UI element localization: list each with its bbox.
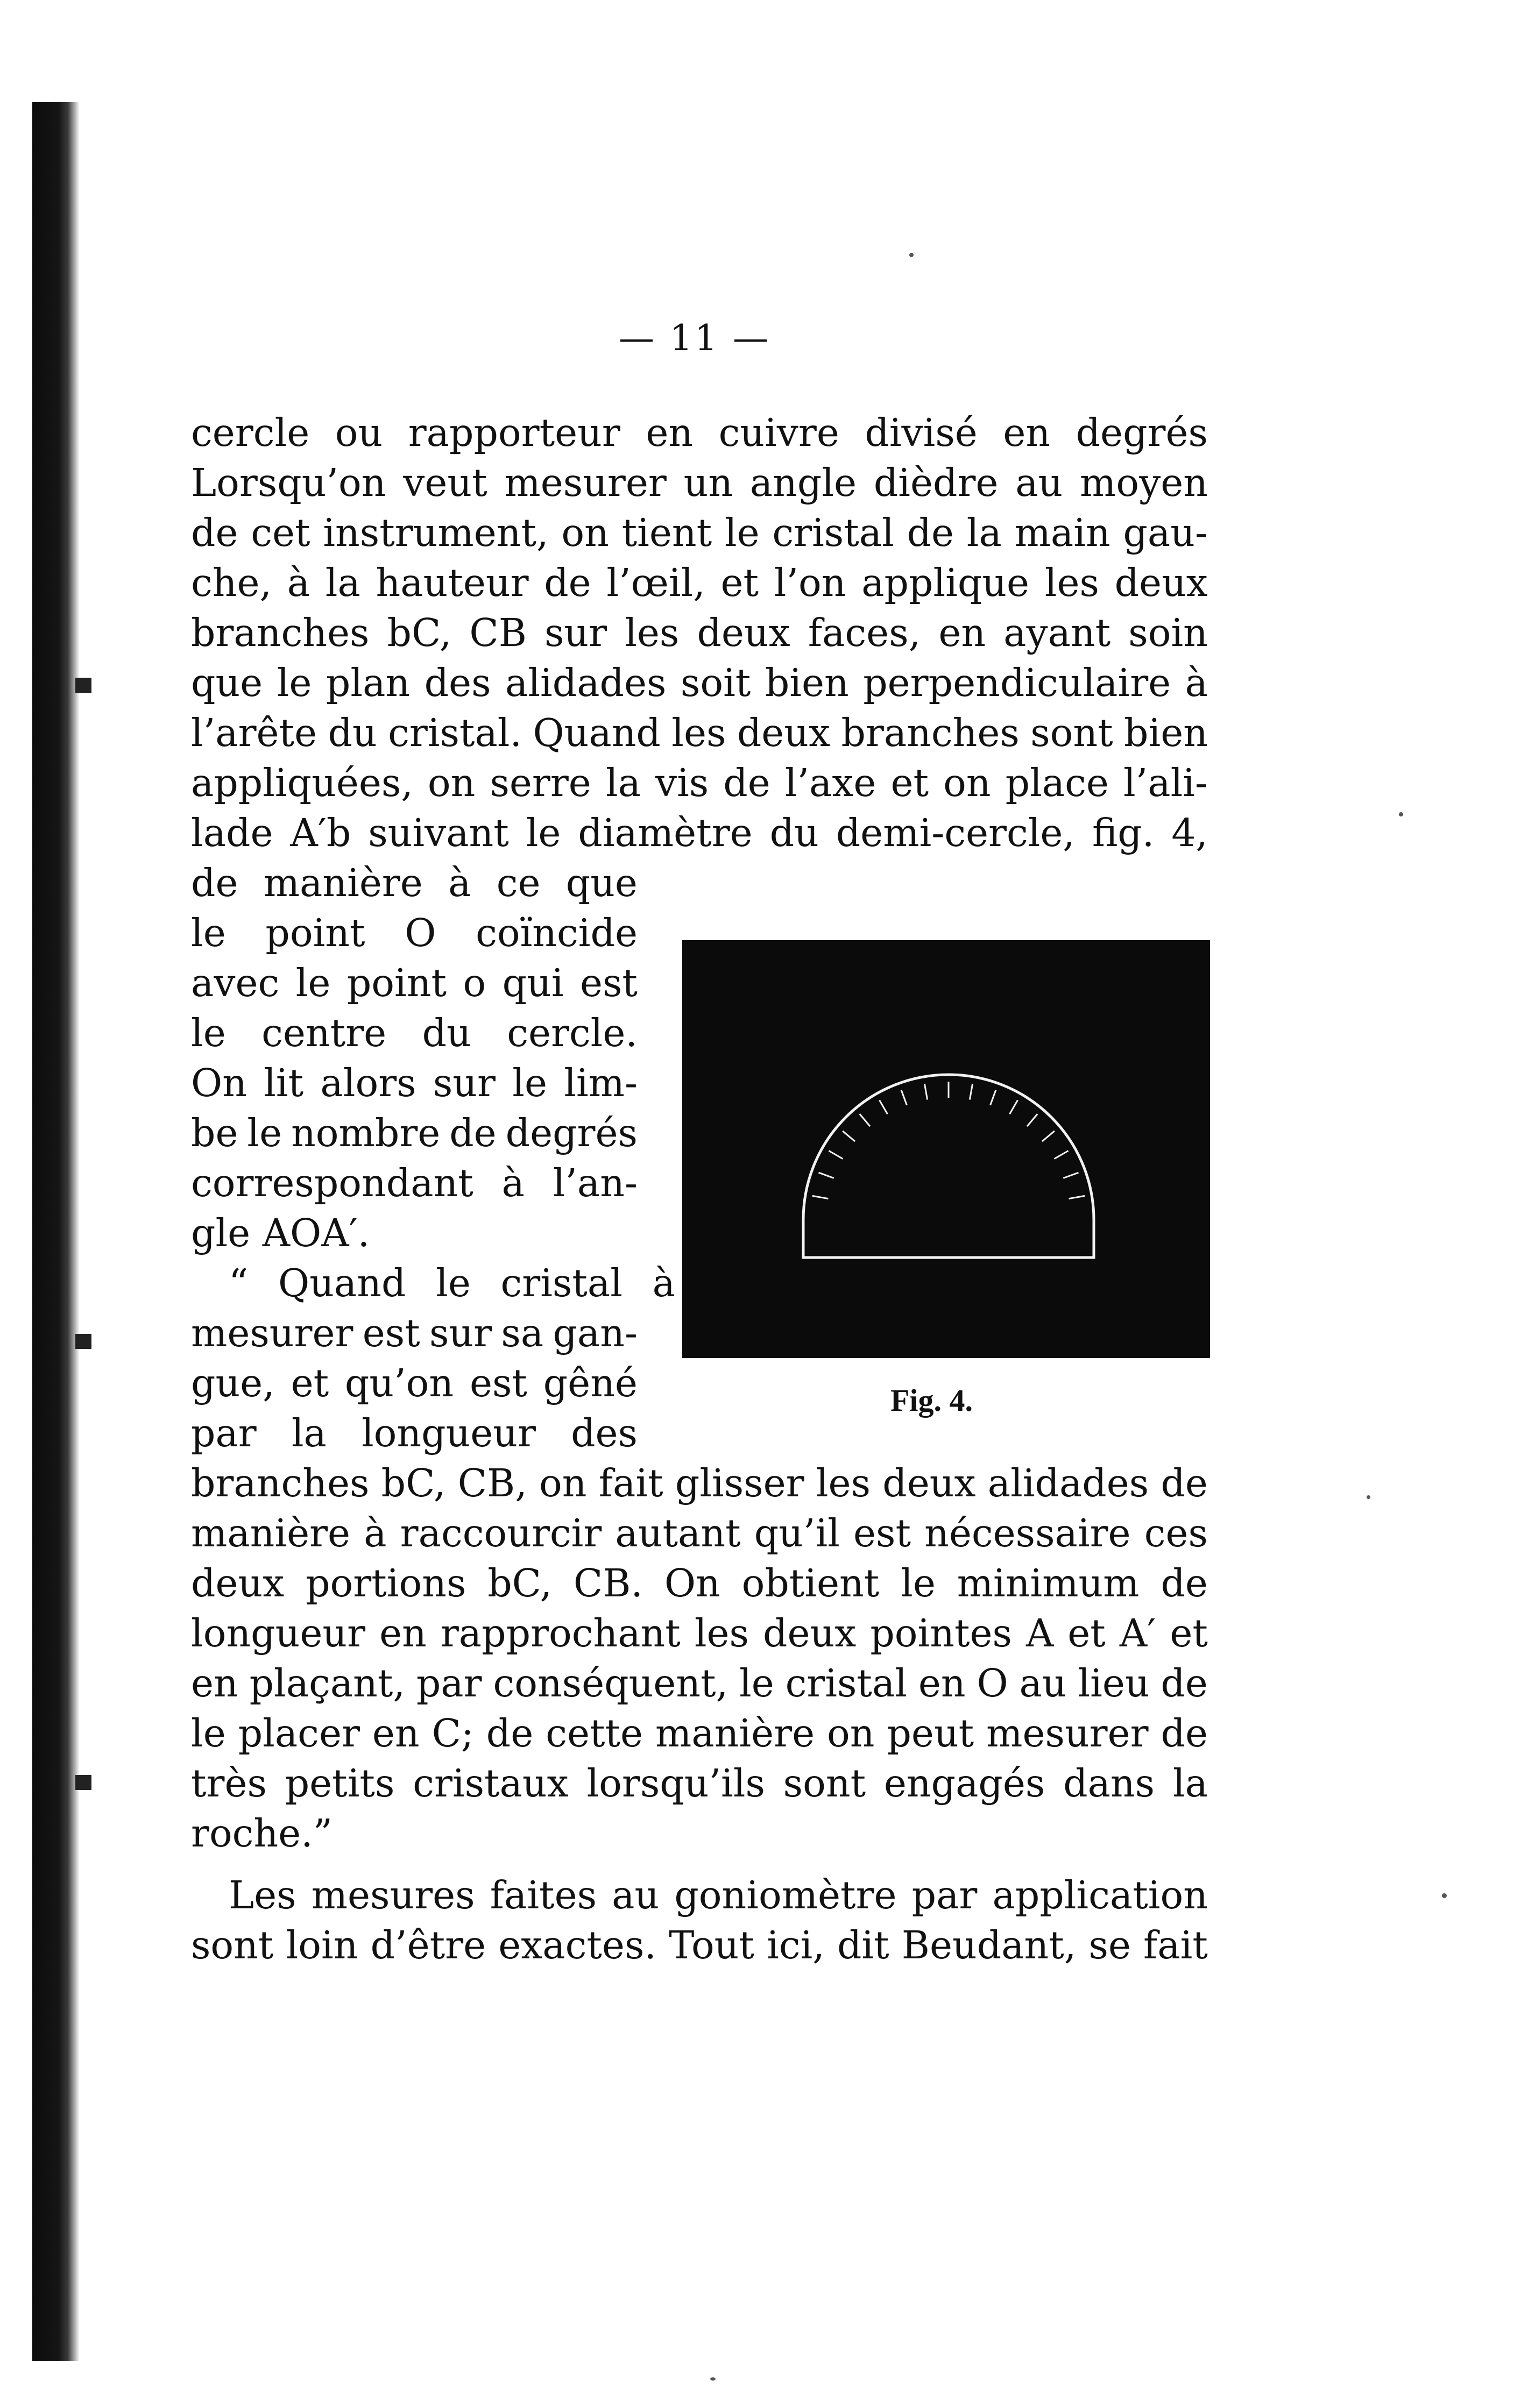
print-speck bbox=[909, 253, 914, 257]
word: point bbox=[265, 911, 365, 955]
word: l’axe bbox=[784, 761, 876, 805]
word: lim- bbox=[564, 1061, 638, 1105]
word: longueur bbox=[361, 1411, 536, 1455]
word: CB. bbox=[573, 1561, 643, 1606]
protractor-tick bbox=[812, 1196, 829, 1198]
word: se bbox=[1088, 1923, 1131, 1967]
protractor-tick bbox=[1027, 1114, 1037, 1126]
word: qu’il bbox=[754, 1511, 840, 1555]
text-line bbox=[191, 559, 1208, 607]
word: diamètre bbox=[578, 811, 753, 855]
word: sont bbox=[191, 1923, 274, 1967]
word: nombre bbox=[291, 1111, 441, 1155]
word: est bbox=[362, 1311, 420, 1355]
word: Lorsqu’on bbox=[191, 460, 386, 505]
word: on bbox=[427, 761, 476, 805]
word: le bbox=[277, 660, 312, 705]
word: perpendiculaire bbox=[863, 660, 1171, 705]
word: le bbox=[191, 1711, 226, 1756]
word: en bbox=[1003, 410, 1051, 455]
text-line bbox=[191, 509, 1208, 557]
word: demi-cercle, bbox=[836, 811, 1076, 855]
word: 4, bbox=[1171, 811, 1208, 855]
word: dièdre bbox=[873, 460, 999, 505]
protractor-tick bbox=[818, 1173, 833, 1178]
word: l’on bbox=[774, 560, 846, 605]
word: fait bbox=[1143, 1923, 1208, 1967]
word: d’être bbox=[370, 1923, 486, 1967]
word: et bbox=[1067, 1611, 1106, 1656]
word: la bbox=[291, 1411, 327, 1455]
word: branches bbox=[191, 610, 370, 655]
word: autant bbox=[615, 1511, 741, 1555]
word: bien bbox=[1124, 711, 1208, 755]
word: mesurer bbox=[504, 460, 667, 505]
word: rapprochant bbox=[440, 1611, 681, 1656]
word: A′ bbox=[1119, 1611, 1156, 1656]
word: des bbox=[571, 1411, 638, 1455]
word: placer bbox=[238, 1711, 360, 1756]
word: degrés bbox=[1076, 410, 1208, 455]
word: engagés bbox=[883, 1761, 1045, 1806]
word: pointes bbox=[870, 1611, 1012, 1656]
word: en bbox=[918, 1661, 966, 1706]
word: gau- bbox=[1123, 510, 1208, 555]
word: plan bbox=[326, 660, 411, 705]
text-line bbox=[191, 1921, 1208, 1970]
text-line bbox=[191, 1609, 1208, 1658]
protractor-tick bbox=[860, 1114, 870, 1126]
word: deux bbox=[191, 1561, 285, 1606]
word: de bbox=[486, 1711, 534, 1756]
protractor-tick bbox=[1055, 1151, 1069, 1159]
word: branches bbox=[191, 1461, 370, 1505]
word: avec bbox=[191, 961, 280, 1005]
binding-notch bbox=[75, 1775, 91, 1790]
word: cette bbox=[546, 1711, 643, 1756]
word: et bbox=[890, 761, 929, 805]
word: hauteur bbox=[376, 560, 529, 605]
word: on bbox=[561, 510, 609, 555]
protractor-tick bbox=[901, 1090, 907, 1105]
word: le bbox=[295, 961, 331, 1005]
word: cristaux bbox=[413, 1761, 569, 1806]
text-line: roche.” bbox=[191, 1811, 333, 1856]
word: la bbox=[966, 510, 1002, 555]
text-line bbox=[191, 459, 1208, 507]
text-line bbox=[191, 1209, 370, 1258]
word: à bbox=[364, 1511, 387, 1555]
word: un bbox=[683, 460, 733, 505]
word: alidades bbox=[505, 660, 667, 705]
word: de bbox=[544, 560, 591, 605]
word: serre bbox=[490, 761, 591, 805]
word: à bbox=[1185, 660, 1208, 705]
text-line bbox=[229, 1259, 675, 1308]
word: lieu bbox=[1078, 1661, 1150, 1706]
word: alidades bbox=[987, 1461, 1149, 1505]
word: cercle. bbox=[507, 1011, 638, 1055]
word: de bbox=[449, 1111, 497, 1155]
word: deux bbox=[763, 1611, 857, 1656]
word: deux bbox=[737, 711, 831, 755]
protractor-tick bbox=[1063, 1173, 1078, 1178]
word: de bbox=[1161, 1711, 1208, 1756]
word: goniomètre bbox=[674, 1873, 897, 1917]
word: be bbox=[191, 1111, 238, 1155]
text-line bbox=[191, 409, 1208, 457]
word: Tout bbox=[669, 1923, 754, 1967]
word: le bbox=[191, 1011, 226, 1055]
word: A bbox=[1025, 1611, 1054, 1656]
word: que bbox=[565, 861, 638, 905]
text-line bbox=[191, 1159, 638, 1207]
word: fait bbox=[598, 1461, 663, 1505]
binding-notch bbox=[75, 1334, 91, 1349]
word: faces, bbox=[808, 610, 921, 655]
word: lorsqu’ils bbox=[586, 1761, 765, 1806]
word: et bbox=[291, 1361, 329, 1405]
word: divisé bbox=[865, 410, 978, 455]
word: raccourcir bbox=[400, 1511, 602, 1555]
print-speck bbox=[1367, 1495, 1370, 1499]
word: tient bbox=[621, 510, 712, 555]
word: appliquées, bbox=[191, 761, 413, 805]
word: peut bbox=[887, 1711, 974, 1756]
word: de bbox=[723, 761, 770, 805]
text-line bbox=[191, 1009, 638, 1057]
word: du bbox=[328, 711, 377, 755]
word: nécessaire bbox=[924, 1511, 1131, 1555]
word: longueur bbox=[191, 1611, 366, 1656]
word: cristal bbox=[785, 1661, 907, 1706]
figure-caption: Fig. 4. bbox=[890, 1383, 973, 1418]
word: sur bbox=[429, 1311, 492, 1355]
word: cristal. bbox=[388, 711, 522, 755]
word: minimum bbox=[957, 1561, 1140, 1606]
word: le bbox=[191, 911, 226, 955]
text-line bbox=[191, 959, 638, 1007]
word: les bbox=[816, 1461, 871, 1505]
word: exactes. bbox=[498, 1923, 656, 1967]
word: deux bbox=[1114, 560, 1208, 605]
word: coïncide bbox=[476, 911, 638, 955]
text-line bbox=[191, 1459, 1208, 1508]
word: le bbox=[436, 1261, 471, 1305]
word: petits bbox=[285, 1761, 395, 1806]
word: l’an- bbox=[553, 1161, 638, 1205]
word: cercle bbox=[191, 410, 310, 455]
word: au bbox=[612, 1873, 660, 1917]
word: degrés bbox=[505, 1111, 638, 1155]
text-line bbox=[191, 759, 1208, 807]
word: C; bbox=[432, 1711, 474, 1756]
word: instrument, bbox=[323, 510, 549, 555]
word: manière bbox=[263, 861, 423, 905]
text-line bbox=[191, 1509, 1208, 1558]
word: ou bbox=[335, 410, 383, 455]
word: Les bbox=[229, 1873, 296, 1917]
figure-4 bbox=[682, 940, 1210, 1358]
text-line bbox=[191, 659, 1208, 707]
word: on bbox=[539, 1461, 587, 1505]
word: rapporteur bbox=[408, 410, 620, 455]
word: en bbox=[646, 410, 694, 455]
text-line bbox=[191, 1109, 638, 1157]
word: à bbox=[501, 1161, 525, 1205]
word: suivant bbox=[368, 811, 509, 855]
word: les bbox=[694, 1611, 749, 1656]
word: bC, bbox=[381, 1461, 446, 1505]
protractor-tick bbox=[1069, 1196, 1085, 1198]
protractor-tick bbox=[991, 1090, 996, 1105]
word: en bbox=[938, 610, 986, 655]
word: plaçant, bbox=[249, 1661, 406, 1706]
word: l’arête bbox=[191, 711, 317, 755]
binding-notch bbox=[75, 678, 91, 693]
word: bC, bbox=[387, 610, 452, 655]
word: Quand bbox=[533, 711, 661, 755]
word: en bbox=[191, 1661, 238, 1706]
protractor-tick bbox=[843, 1131, 855, 1141]
word: O bbox=[977, 1661, 1008, 1706]
text-line bbox=[191, 1759, 1208, 1808]
word: que bbox=[191, 660, 263, 705]
word: le bbox=[724, 510, 760, 555]
text-line bbox=[191, 609, 1208, 657]
word: à bbox=[287, 560, 310, 605]
word: bien bbox=[765, 660, 849, 705]
word: place bbox=[1005, 761, 1109, 805]
text-line bbox=[191, 1359, 638, 1408]
word: sont bbox=[1030, 711, 1113, 755]
text-line bbox=[229, 1871, 1208, 1920]
word: vis bbox=[655, 761, 709, 805]
word: deux bbox=[882, 1461, 976, 1505]
text-line bbox=[191, 809, 1208, 857]
word: au bbox=[1015, 460, 1063, 505]
word: veut bbox=[403, 460, 487, 505]
word: l’ali- bbox=[1123, 761, 1208, 805]
word: au bbox=[1019, 1661, 1067, 1706]
word: de bbox=[191, 861, 238, 905]
word: par bbox=[911, 1873, 978, 1917]
word: de bbox=[1161, 1561, 1208, 1606]
word: les bbox=[1044, 560, 1099, 605]
word: qui bbox=[502, 961, 564, 1005]
text-line bbox=[191, 1059, 638, 1107]
word: moyen bbox=[1080, 460, 1208, 505]
word: à bbox=[652, 1261, 675, 1305]
word: ici, bbox=[767, 1923, 825, 1967]
word: “ bbox=[229, 1261, 249, 1305]
word: on bbox=[943, 761, 991, 805]
word: très bbox=[191, 1761, 267, 1806]
word: les bbox=[625, 610, 680, 655]
word: main bbox=[1014, 510, 1110, 555]
word: à bbox=[448, 861, 471, 905]
word: ce bbox=[496, 861, 541, 905]
word: Quand bbox=[278, 1261, 406, 1305]
word: A′b bbox=[290, 811, 351, 855]
word: lade bbox=[191, 811, 273, 855]
word: sur bbox=[433, 1061, 496, 1105]
word: applique bbox=[861, 560, 1030, 605]
word: point bbox=[346, 961, 447, 1005]
word: angle bbox=[749, 460, 857, 505]
word: et bbox=[1170, 1611, 1208, 1656]
protractor-tick bbox=[1010, 1100, 1018, 1114]
word: sur bbox=[544, 610, 607, 655]
protractor-tick bbox=[829, 1151, 843, 1159]
word: est bbox=[853, 1511, 911, 1555]
word: du bbox=[769, 811, 819, 855]
text-line bbox=[191, 1309, 638, 1358]
print-speck bbox=[1442, 1893, 1447, 1898]
word: soit bbox=[680, 660, 751, 705]
word: ayant bbox=[1003, 610, 1111, 655]
word: mesurer bbox=[191, 1311, 353, 1355]
word: manière bbox=[191, 1511, 351, 1555]
word: deux bbox=[697, 610, 790, 655]
word: qu’on bbox=[344, 1361, 454, 1405]
text-line bbox=[191, 1659, 1208, 1708]
word: centre bbox=[261, 1011, 387, 1055]
word: gle AOA′. bbox=[191, 1211, 370, 1255]
protractor-tick bbox=[924, 1084, 927, 1100]
word: ces bbox=[1144, 1511, 1208, 1555]
word: est bbox=[469, 1361, 527, 1405]
word: mesures bbox=[311, 1873, 475, 1917]
word: gêné bbox=[543, 1361, 638, 1405]
protractor-tick bbox=[880, 1100, 888, 1114]
word: en bbox=[372, 1711, 420, 1756]
word: cristal bbox=[772, 510, 894, 555]
word: correspondant bbox=[191, 1161, 473, 1205]
word: gue, bbox=[191, 1361, 275, 1405]
protractor-tick bbox=[1042, 1131, 1055, 1141]
word: le bbox=[739, 1661, 774, 1706]
word: le bbox=[247, 1111, 282, 1155]
word: sa bbox=[501, 1311, 544, 1355]
word: branches bbox=[841, 711, 1020, 755]
protractor-figure bbox=[682, 940, 1210, 1358]
text-line bbox=[191, 709, 1208, 757]
word: en bbox=[379, 1611, 427, 1656]
word: de bbox=[1161, 1461, 1208, 1505]
word: glisser bbox=[675, 1461, 804, 1505]
word: o bbox=[463, 961, 486, 1005]
word: cuivre bbox=[718, 410, 839, 455]
print-speck bbox=[1399, 812, 1403, 816]
page-number: — 11 — bbox=[619, 317, 770, 359]
word: faites bbox=[490, 1873, 597, 1917]
protractor-tick bbox=[970, 1084, 972, 1100]
word: lit bbox=[264, 1061, 304, 1105]
word: mesurer bbox=[986, 1711, 1149, 1756]
word: Beudant, bbox=[901, 1923, 1077, 1967]
word: bC, bbox=[487, 1561, 553, 1606]
word: la bbox=[1172, 1761, 1208, 1806]
word: On bbox=[191, 1061, 247, 1105]
word: on bbox=[827, 1711, 875, 1756]
word: l’œil, bbox=[606, 560, 705, 605]
word: alors bbox=[320, 1061, 416, 1105]
word: cristal bbox=[500, 1261, 623, 1305]
word: les bbox=[671, 711, 726, 755]
word: de bbox=[907, 510, 954, 555]
word: fig. bbox=[1092, 811, 1155, 855]
word: cet bbox=[251, 510, 310, 555]
word: de bbox=[1161, 1661, 1208, 1706]
word: CB, bbox=[457, 1461, 527, 1505]
word: conséquent, bbox=[493, 1661, 728, 1706]
word: manière bbox=[655, 1711, 815, 1756]
word: la bbox=[605, 761, 641, 805]
protractor-outline bbox=[803, 1075, 1094, 1258]
text-line bbox=[191, 1709, 1208, 1758]
word: par bbox=[416, 1661, 482, 1706]
word: dans bbox=[1063, 1761, 1155, 1806]
word: des bbox=[424, 660, 491, 705]
word: dit bbox=[837, 1923, 889, 1967]
word: par bbox=[191, 1411, 257, 1455]
word: CB bbox=[469, 610, 527, 655]
text-line bbox=[191, 909, 638, 957]
word: On bbox=[664, 1561, 720, 1606]
text-line bbox=[191, 1409, 638, 1458]
word: O bbox=[405, 911, 436, 955]
word: portions bbox=[306, 1561, 466, 1606]
word: gan- bbox=[553, 1311, 638, 1355]
word: la bbox=[325, 560, 360, 605]
word: le bbox=[512, 1061, 547, 1105]
word: obtient bbox=[741, 1561, 880, 1606]
word: che, bbox=[191, 560, 272, 605]
binding-edge bbox=[32, 102, 80, 2361]
word: du bbox=[422, 1011, 471, 1055]
word: soin bbox=[1128, 610, 1208, 655]
word: sont bbox=[783, 1761, 866, 1806]
word: et bbox=[720, 560, 759, 605]
word: de bbox=[191, 510, 238, 555]
text-line bbox=[191, 1559, 1208, 1608]
word: application bbox=[992, 1873, 1208, 1917]
word: le bbox=[901, 1561, 936, 1606]
word: loin bbox=[286, 1923, 358, 1967]
word: est bbox=[579, 961, 638, 1005]
word: le bbox=[526, 811, 561, 855]
text-line bbox=[191, 859, 638, 907]
print-speck bbox=[710, 2377, 716, 2381]
